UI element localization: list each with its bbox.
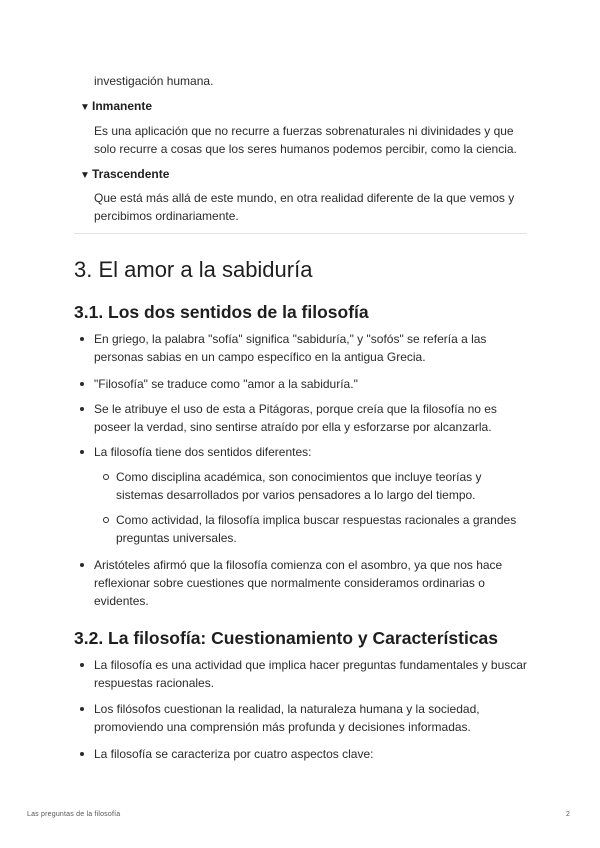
section-heading: 3. El amor a la sabiduría [74,257,313,282]
toggle-body: Es una aplicación que no recurre a fuerzas sobrenaturales ni divinidades y que solo recurre a cosas que los seres humanos podemos percibir, como la ciencia. [94,124,517,156]
bullet-icon [80,663,84,667]
bullet-icon [80,563,84,567]
list-item [94,745,534,763]
bullet-icon [80,450,84,454]
bullet-icon [80,752,84,756]
sub-list-item [116,511,526,547]
list-item [94,330,534,366]
list-item [94,443,534,461]
page-number: 2 [566,811,571,818]
toggle-trascendente[interactable] [80,166,169,184]
bullet-icon [80,382,84,386]
list-item-text: Se le atribuye el uso de esta a Pitágoras, porque creía que la filosofía no es poseer la verdad, sino sentirse atraído por ella y esforzarse por alcanzarla. [94,402,497,434]
list-item [94,556,534,610]
toggle-body: Que está más allá de este mundo, en otra realidad diferente de la que vemos y percibimos ordinariamente. [94,191,515,223]
toggle-title: Trascendente [92,167,170,181]
sub-list-item [116,468,526,504]
bullet-icon [80,407,84,411]
list-item-text: Como actividad, la filosofía implica buscar respuestas racionales a grandes preguntas universales. [116,513,517,545]
circle-bullet-icon [103,517,109,523]
subsection-heading: 3.2. La filosofía: Cuestionamiento y Características [74,628,499,648]
paragraph-fragment: investigación humana. [94,74,214,88]
list-item-text: La filosofía tiene dos sentidos diferentes: [94,445,312,459]
toggle-inmanente[interactable] [80,98,152,116]
list-item-text: "Filosofía" se traduce como "amor a la sabiduría." [94,377,358,391]
bullet-icon [80,337,84,341]
triangle-down-icon[interactable]: ▼ [80,170,90,181]
list-item [94,700,534,736]
divider [74,233,527,234]
list-item-text: En griego, la palabra "sofía" significa "sabiduría," y "sofós" se refería a las personas sabias en un campo específico en la antigua Grecia. [94,332,487,364]
toggle-title: Inmanente [92,99,153,113]
list-item-text: Aristóteles afirmó que la filosofía comienza con el asombro, ya que nos hace reflexionar sobre cuestiones que normalmente consideramos ordinarias o evidentes. [94,558,503,608]
list-item-text: Los filósofos cuestionan la realidad, la naturaleza humana y la sociedad, promoviendo una comprensión más profunda y decisiones informadas. [94,702,480,734]
triangle-down-icon[interactable]: ▼ [80,102,90,113]
list-item-text: La filosofía es una actividad que implica hacer preguntas fundamentales y buscar respuestas racionales. [94,658,527,690]
bullet-icon [80,707,84,711]
subsection-heading: 3.1. Los dos sentidos de la filosofía [74,302,369,322]
footer-title: Las preguntas de la filosofía [27,811,121,818]
list-item [94,375,534,393]
circle-bullet-icon [103,474,109,480]
list-item-text: La filosofía se caracteriza por cuatro aspectos clave: [94,747,374,761]
list-item [94,656,534,692]
list-item [94,400,534,436]
list-item-text: Como disciplina académica, son conocimientos que incluye teorías y sistemas desarrollados por varios pensadores a lo largo del tiempo. [116,470,482,502]
